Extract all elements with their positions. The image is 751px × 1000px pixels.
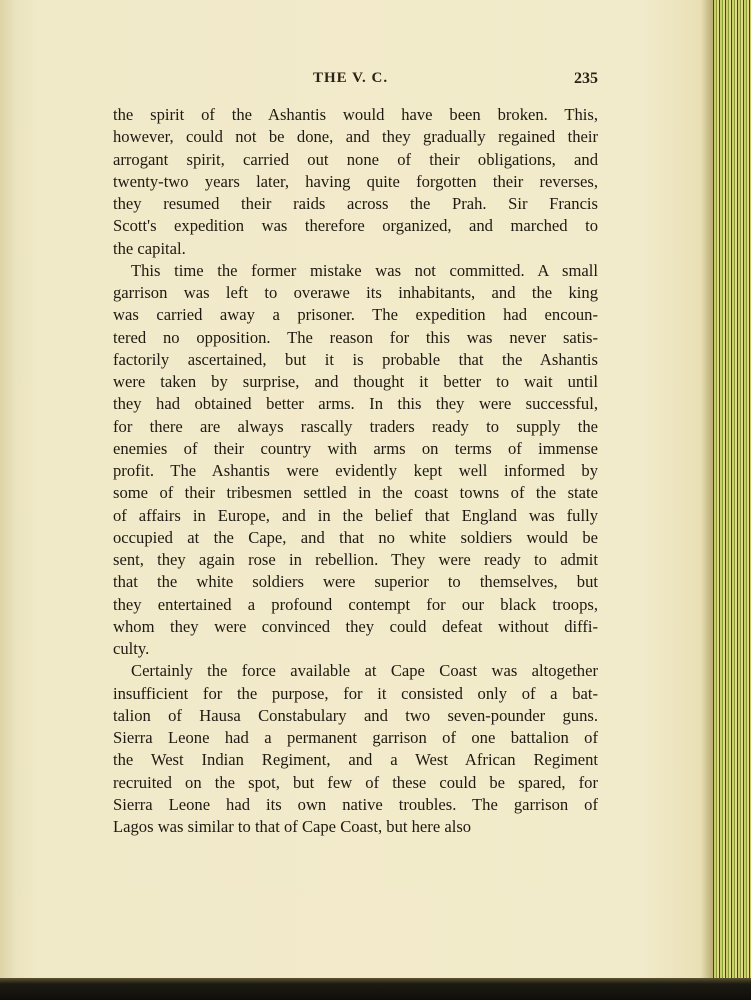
text-line: This time the former mistake was not committed. A small [131, 260, 598, 280]
text-line: however, could not be done, and they gradually regained their [113, 127, 598, 147]
text-line: they had obtained better arms. In this they were successful, [113, 394, 598, 414]
text-line: enemies of their country with arms on terms of immense [113, 438, 598, 458]
text-line: recruited on the spot, but few of these could be spared, for [113, 772, 598, 792]
text-line: were taken by surprise, and thought it better to wait until [113, 372, 598, 391]
page-edge-stack [713, 0, 751, 1000]
text-line: whom they were convinced they could defeat without diffi- [113, 616, 598, 636]
page-number: 235 [574, 70, 598, 87]
text-line: Sierra Leone had a permanent garrison of one battalion of [113, 728, 598, 747]
text-line: factorily ascertained, but it is probable that the Ashantis [113, 349, 598, 369]
text-line: of affairs in Europe, and in the belief that England was fully [113, 505, 598, 525]
paragraph [113, 104, 598, 260]
text-line: garrison was left to overawe its inhabitants, and the king [113, 283, 598, 302]
text-line: Sierra Leone had its own native troubles. The garrison of [113, 794, 598, 814]
text-line: sent, they again rose in rebellion. They were ready to admit [113, 550, 598, 569]
text-line: the spirit of the Ashantis would have been broken. This, [113, 105, 598, 124]
text-line: insufficient for the purpose, for it consisted only of a bat- [113, 683, 598, 703]
text-line: twenty-two years later, having quite forgotten their reverses, [113, 171, 598, 191]
text-line: Certainly the force available at Cape Coast was altogether [131, 661, 598, 681]
text-line: profit. The Ashantis were evidently kept well informed by [113, 461, 598, 480]
paragraph [113, 660, 598, 838]
text-line: some of their tribesmen settled in the coast towns of the state [113, 483, 598, 503]
left-gutter [0, 0, 16, 1000]
text-line: culty. [113, 639, 150, 658]
text-line: for there are always rascally traders ready to supply the [113, 416, 598, 436]
text-line: Scott's expedition was therefore organized, and marched to [113, 216, 598, 236]
paragraph [113, 260, 598, 661]
text-line: the capital. [113, 238, 186, 258]
body-text [113, 104, 598, 838]
text-line: arrogant spirit, carried out none of their obligations, and [113, 149, 598, 169]
binding-edge [0, 978, 751, 1000]
text-line: that the white soldiers were superior to themselves, but [113, 572, 598, 592]
running-header [113, 70, 598, 92]
text-line: talion of Hausa Constabulary and two seven-pounder guns. [113, 705, 598, 725]
text-line: tered no opposition. The reason for this was never satis- [113, 327, 598, 347]
text-line: occupied at the Cape, and that no white soldiers would be [113, 527, 598, 547]
running-title: THE V. C. [313, 70, 389, 86]
text-line: they entertained a profound contempt for our black troops, [113, 594, 598, 614]
text-line: they resumed their raids across the Prah. Sir Francis [113, 194, 598, 213]
page-edge-shadow [701, 0, 713, 1000]
text-line: Lagos was similar to that of Cape Coast, but here also [113, 817, 472, 836]
text-line: was carried away a prisoner. The expedition had encoun- [113, 305, 598, 325]
text-line: the West Indian Regiment, and a West African Regiment [113, 750, 598, 770]
